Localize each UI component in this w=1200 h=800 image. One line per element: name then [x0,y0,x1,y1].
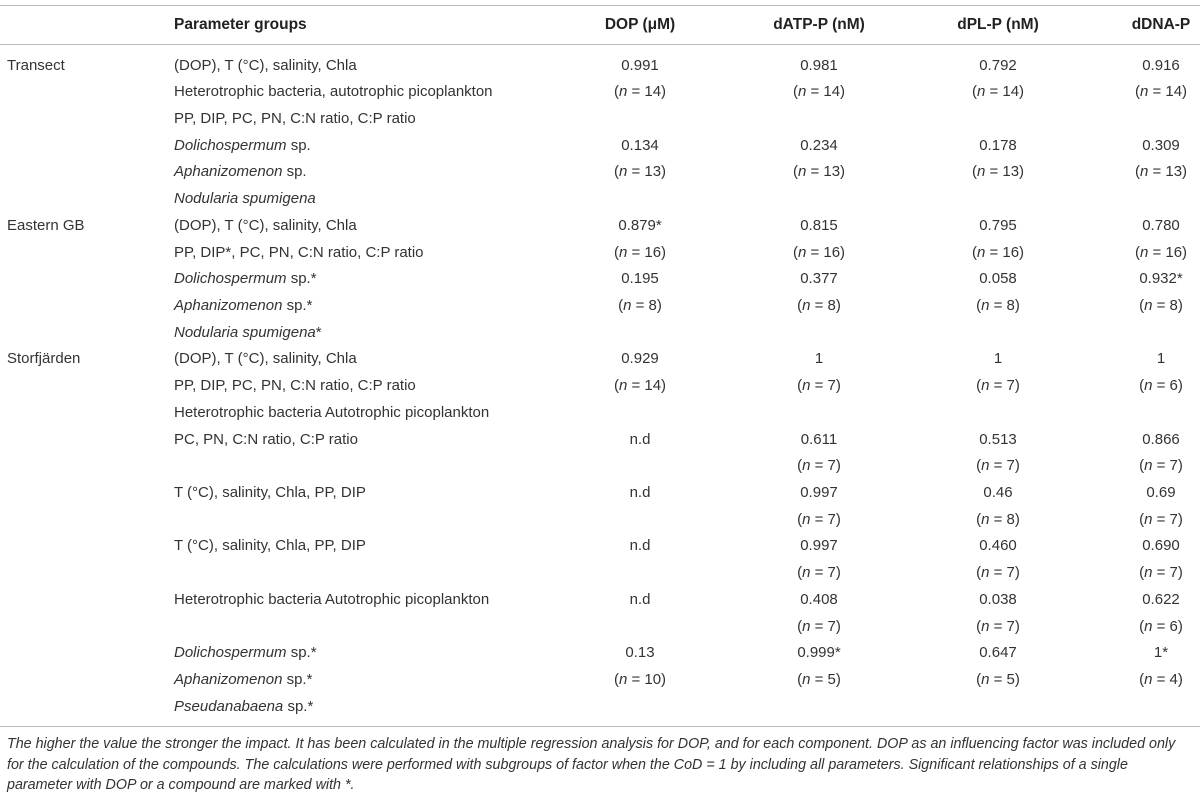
row-group-label [7,614,167,641]
table-row [0,560,1200,587]
dpl-value-cell: (n = 8) [976,510,1020,528]
datp-value-cell: (n = 7) [797,510,841,528]
ddna-value-cell [1086,694,1200,721]
dop-value-cell [565,560,715,587]
dpl-value-cell [923,320,1073,347]
row-group-label [7,106,167,133]
row-group-label [7,533,167,560]
parameter-group-cell: Aphanizomenon sp.* [174,671,313,689]
parameter-group-cell [174,507,594,534]
dop-value-cell: (n = 14) [613,377,667,395]
parameter-group-cell: Heterotrophic bacteria, autotrophic picoplankton [174,83,493,101]
header-bottom-rule [0,44,1200,45]
datp-value-cell: (n = 8) [797,296,841,314]
table-row [0,159,1200,186]
ddna-value-cell: 0.932* [1139,270,1183,288]
table-row [0,53,1200,80]
ddna-value-cell: 0.690 [1142,537,1180,555]
ddna-value-cell: 0.622 [1142,590,1180,608]
dpl-value-cell: 0.792 [979,56,1017,74]
dop-value-cell: n.d [629,484,651,502]
ddna-value-cell: (n = 7) [1139,510,1183,528]
dop-value-cell [565,694,715,721]
dop-value-cell: n.d [629,590,651,608]
table-row [0,533,1200,560]
parameter-group-cell [174,614,594,641]
dpl-value-cell: 1 [993,350,1003,368]
parameter-group-cell: PP, DIP, PC, PN, C:N ratio, C:P ratio [174,377,416,395]
dpl-value-cell: (n = 7) [976,377,1020,395]
datp-value-cell: (n = 7) [797,377,841,395]
table-row [0,293,1200,320]
row-group-label [7,240,167,267]
dop-value-cell: 0.879* [618,216,662,234]
table-row [0,320,1200,347]
dop-value-cell [565,507,715,534]
dpl-value-cell: (n = 14) [971,83,1025,101]
parameter-group-cell: PP, DIP*, PC, PN, C:N ratio, C:P ratio [174,243,424,261]
ddna-value-cell: 1 [1156,350,1166,368]
ddna-value-cell: (n = 6) [1139,377,1183,395]
datp-value-cell [744,320,894,347]
dop-value-cell: 0.195 [621,270,659,288]
datp-value-cell: 0.981 [800,56,838,74]
row-group-label [7,453,167,480]
parameter-group-cell: T (°C), salinity, Chla, PP, DIP [174,484,366,502]
parameter-group-cell: (DOP), T (°C), salinity, Chla [174,216,357,234]
table-row [0,186,1200,213]
header-dpl: dPL-P (nM) [957,16,1039,33]
datp-value-cell: 0.234 [800,136,838,154]
ddna-value-cell: (n = 16) [1134,243,1188,261]
table-header-row [0,12,1200,39]
datp-value-cell: (n = 7) [797,564,841,582]
dpl-value-cell [923,186,1073,213]
row-group-label [7,293,167,320]
table-row [0,667,1200,694]
dop-value-cell [565,186,715,213]
ddna-value-cell: 0.916 [1142,56,1180,74]
parameter-group-cell: Heterotrophic bacteria Autotrophic picoplankton [174,590,490,608]
datp-value-cell [744,106,894,133]
row-group-label [7,320,167,347]
parameter-group-cell: Aphanizomenon sp.* [174,296,313,314]
table-row [0,373,1200,400]
dop-value-cell: 0.929 [621,350,659,368]
datp-value-cell [744,694,894,721]
dpl-value-cell: 0.178 [979,136,1017,154]
dpl-value-cell: (n = 7) [976,564,1020,582]
datp-value-cell: 0.377 [800,270,838,288]
dpl-value-cell: 0.46 [983,484,1013,502]
header-parameter-groups: Parameter groups [174,16,307,33]
table-row [0,453,1200,480]
dop-value-cell: (n = 14) [613,83,667,101]
dop-value-cell [565,614,715,641]
dop-value-cell [565,106,715,133]
table-row [0,213,1200,240]
parameter-group-cell [174,560,594,587]
dop-value-cell [565,400,715,427]
table-row [0,266,1200,293]
row-group-label: Eastern GB [7,216,85,234]
row-group-label [7,560,167,587]
parameter-group-cell: (DOP), T (°C), salinity, Chla [174,350,357,368]
table-row [0,133,1200,160]
dop-value-cell: 0.991 [621,56,659,74]
ddna-value-cell [1086,106,1200,133]
dpl-value-cell: 0.460 [979,537,1017,555]
datp-value-cell: 0.997 [800,484,838,502]
datp-value-cell: (n = 5) [797,671,841,689]
row-group-label [7,480,167,507]
datp-value-cell: 0.611 [800,430,838,448]
datp-value-cell [744,400,894,427]
dop-value-cell: (n = 8) [618,296,662,314]
dpl-value-cell: (n = 16) [971,243,1025,261]
dpl-value-cell: 0.513 [979,430,1017,448]
ddna-value-cell: 1* [1153,644,1169,662]
dop-value-cell: (n = 16) [613,243,667,261]
dpl-value-cell: (n = 7) [976,617,1020,635]
dop-value-cell: n.d [629,430,651,448]
table-bottom-rule [0,726,1200,727]
table-row [0,507,1200,534]
parameter-group-cell [174,453,594,480]
ddna-value-cell: 0.780 [1142,216,1180,234]
row-group-label [7,667,167,694]
row-group-label [7,373,167,400]
header-datp: dATP-P (nM) [773,16,865,33]
table-row [0,240,1200,267]
ddna-value-cell [1086,400,1200,427]
dpl-value-cell: (n = 13) [971,163,1025,181]
row-group-label [7,186,167,213]
row-group-label [7,266,167,293]
row-group-label [7,640,167,667]
table-row [0,400,1200,427]
row-group-label [7,400,167,427]
datp-value-cell: (n = 16) [792,243,846,261]
datp-value-cell: (n = 13) [792,163,846,181]
ddna-value-cell: (n = 7) [1139,564,1183,582]
row-group-label [7,587,167,614]
datp-value-cell: (n = 14) [792,83,846,101]
row-group-label [7,159,167,186]
dop-value-cell [565,453,715,480]
dop-value-cell: 0.13 [625,644,655,662]
dpl-value-cell [923,694,1073,721]
ddna-value-cell: (n = 6) [1139,617,1183,635]
datp-value-cell: 0.408 [800,590,838,608]
table-row [0,480,1200,507]
ddna-value-cell [1086,186,1200,213]
table-footnote: The higher the value the stronger the impact. It has been calculated in the multiple regression analysis for DOP, and for each component. DOP as an influencing factor was included only for the calculation of the compounds. The calculations were performed with subgroups of factor when the CoD = 1 by including all parameters. Significant relationships of a single parameter with DOP or a compound are marked with *. [7,736,1176,793]
ddna-value-cell [1086,320,1200,347]
parameter-group-cell: Dolichospermum sp. [174,136,311,154]
datp-value-cell: 0.999* [797,644,841,662]
dpl-value-cell: 0.795 [979,216,1017,234]
dpl-value-cell [923,400,1073,427]
table-row [0,694,1200,721]
dop-value-cell: n.d [629,537,651,555]
parameter-group-cell: Nodularia spumigena [174,190,316,208]
dop-value-cell: (n = 10) [613,671,667,689]
parameter-group-cell: Nodularia spumigena* [174,323,322,341]
ddna-value-cell: (n = 8) [1139,296,1183,314]
table-top-rule [0,5,1200,6]
row-group-label [7,133,167,160]
row-group-label [7,694,167,721]
parameter-group-cell: (DOP), T (°C), salinity, Chla [174,56,357,74]
row-group-label [7,507,167,534]
row-group-label [7,79,167,106]
parameter-group-cell: Dolichospermum sp.* [174,270,317,288]
dpl-value-cell: (n = 5) [976,671,1020,689]
ddna-value-cell: 0.309 [1142,136,1180,154]
header-ddna: dDNA-P [1131,16,1191,33]
dop-value-cell: 0.134 [621,136,659,154]
parameter-group-cell: Dolichospermum sp.* [174,644,317,662]
dpl-value-cell: 0.647 [979,644,1017,662]
table-row [0,427,1200,454]
parameter-group-cell: Pseudanabaena sp.* [174,697,314,715]
parameter-group-cell: T (°C), salinity, Chla, PP, DIP [174,537,366,555]
ddna-value-cell: 0.69 [1146,484,1176,502]
datp-value-cell: 0.997 [800,537,838,555]
parameter-group-cell: Heterotrophic bacteria Autotrophic picoplankton [174,403,490,421]
dpl-value-cell: (n = 7) [976,457,1020,475]
ddna-value-cell: (n = 13) [1134,163,1188,181]
table-row [0,106,1200,133]
dpl-value-cell: (n = 8) [976,296,1020,314]
table-row [0,614,1200,641]
dpl-value-cell: 0.058 [979,270,1017,288]
ddna-value-cell: (n = 14) [1134,83,1188,101]
datp-value-cell [744,186,894,213]
ddna-value-cell: (n = 4) [1139,671,1183,689]
parameter-group-cell: PP, DIP, PC, PN, C:N ratio, C:P ratio [174,109,416,127]
ddna-value-cell: 0.866 [1142,430,1180,448]
dop-value-cell [565,320,715,347]
header-group [7,12,167,39]
row-group-label [7,427,167,454]
datp-value-cell: (n = 7) [797,457,841,475]
table-row [0,346,1200,373]
parameter-group-cell: PC, PN, C:N ratio, C:P ratio [174,430,358,448]
table-row [0,640,1200,667]
datp-value-cell: 1 [814,350,824,368]
dop-value-cell: (n = 13) [613,163,667,181]
ddna-value-cell: (n = 7) [1139,457,1183,475]
datp-value-cell: 0.815 [800,216,838,234]
row-group-label: Storfjärden [7,350,81,368]
table-row [0,79,1200,106]
dpl-value-cell [923,106,1073,133]
parameter-group-cell: Aphanizomenon sp. [174,163,307,181]
table-row [0,587,1200,614]
row-group-label: Transect [7,56,65,74]
datp-value-cell: (n = 7) [797,617,841,635]
header-dop: DOP (μM) [604,16,676,33]
dpl-value-cell: 0.038 [979,590,1017,608]
